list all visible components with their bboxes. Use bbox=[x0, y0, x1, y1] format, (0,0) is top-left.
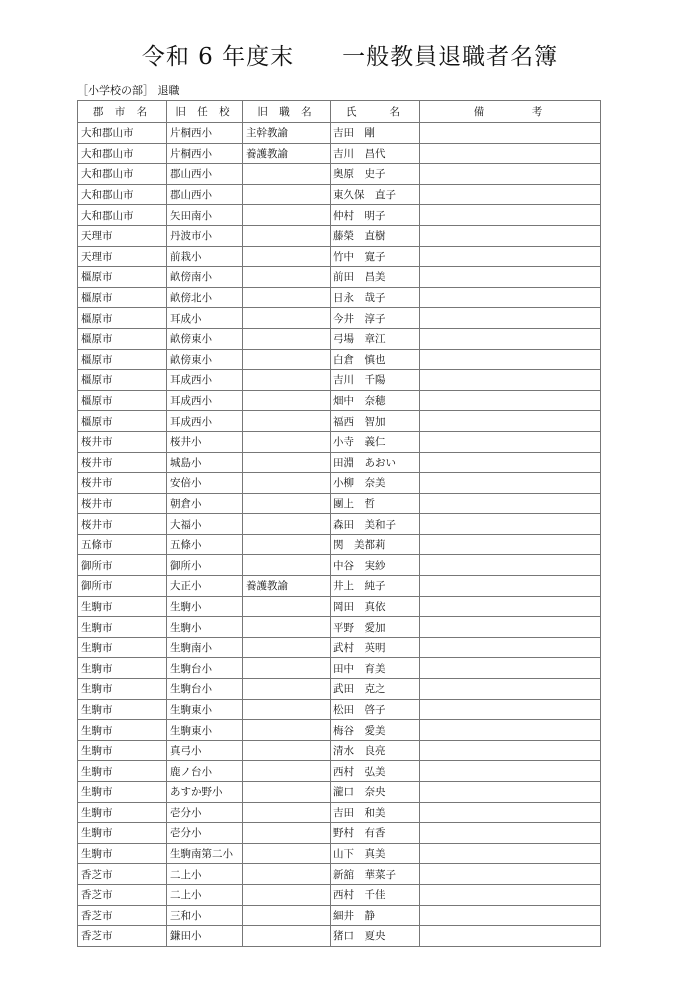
cell-school: 片桐西小 bbox=[167, 143, 243, 164]
cell-city: 香芝市 bbox=[78, 864, 167, 885]
cell-school: 畝傍北小 bbox=[167, 287, 243, 308]
cell-note bbox=[420, 287, 601, 308]
cell-school: 大正小 bbox=[167, 576, 243, 597]
cell-city: 桜井市 bbox=[78, 452, 167, 473]
cell-school: 壱分小 bbox=[167, 823, 243, 844]
cell-note bbox=[420, 699, 601, 720]
table-row bbox=[78, 431, 601, 452]
cell-name: 白倉 慎也 bbox=[331, 349, 420, 370]
cell-name: 中谷 実紗 bbox=[331, 555, 420, 576]
cell-note bbox=[420, 308, 601, 329]
cell-school: 三和小 bbox=[167, 905, 243, 926]
cell-city: 生駒市 bbox=[78, 720, 167, 741]
cell-name: 小寺 義仁 bbox=[331, 431, 420, 452]
cell-note bbox=[420, 493, 601, 514]
cell-position bbox=[243, 514, 331, 535]
cell-name: 仲村 明子 bbox=[331, 205, 420, 226]
cell-position bbox=[243, 720, 331, 741]
cell-school: 城島小 bbox=[167, 452, 243, 473]
cell-position bbox=[243, 802, 331, 823]
cell-school: 耳成西小 bbox=[167, 370, 243, 391]
cell-name: 田中 育美 bbox=[331, 658, 420, 679]
cell-note bbox=[420, 164, 601, 185]
cell-note bbox=[420, 720, 601, 741]
table-row bbox=[78, 184, 601, 205]
table-row bbox=[78, 761, 601, 782]
column-header-city: 郡 市 名 bbox=[78, 101, 167, 123]
cell-city: 天理市 bbox=[78, 246, 167, 267]
cell-note bbox=[420, 514, 601, 535]
cell-school: 五條小 bbox=[167, 534, 243, 555]
cell-school: 畝傍東小 bbox=[167, 349, 243, 370]
cell-note bbox=[420, 246, 601, 267]
cell-position bbox=[243, 740, 331, 761]
cell-position bbox=[243, 349, 331, 370]
cell-school: 前栽小 bbox=[167, 246, 243, 267]
cell-school: 耳成小 bbox=[167, 308, 243, 329]
cell-position bbox=[243, 679, 331, 700]
cell-note bbox=[420, 534, 601, 555]
cell-note bbox=[420, 864, 601, 885]
cell-position bbox=[243, 555, 331, 576]
table-row bbox=[78, 884, 601, 905]
cell-position bbox=[243, 431, 331, 452]
table-row bbox=[78, 926, 601, 947]
cell-note bbox=[420, 431, 601, 452]
cell-city: 橿原市 bbox=[78, 349, 167, 370]
table-row bbox=[78, 658, 601, 679]
section-label: ［小学校の部］ 退職 bbox=[77, 84, 180, 97]
cell-city: 生駒市 bbox=[78, 802, 167, 823]
cell-name: 野村 有香 bbox=[331, 823, 420, 844]
cell-note bbox=[420, 576, 601, 597]
cell-name: 武村 英明 bbox=[331, 637, 420, 658]
cell-school: 生駒東小 bbox=[167, 699, 243, 720]
cell-note bbox=[420, 637, 601, 658]
table-row bbox=[78, 205, 601, 226]
table-row bbox=[78, 637, 601, 658]
cell-name: 竹中 寛子 bbox=[331, 246, 420, 267]
cell-city: 大和郡山市 bbox=[78, 184, 167, 205]
cell-position: 主幹教諭 bbox=[243, 123, 331, 144]
cell-city: 橿原市 bbox=[78, 328, 167, 349]
cell-city: 生駒市 bbox=[78, 637, 167, 658]
cell-name: 西村 千佳 bbox=[331, 884, 420, 905]
header-row bbox=[78, 101, 601, 123]
table-row bbox=[78, 246, 601, 267]
table-row bbox=[78, 596, 601, 617]
table-row bbox=[78, 534, 601, 555]
cell-name: 前田 昌美 bbox=[331, 267, 420, 288]
cell-school: 郡山西小 bbox=[167, 184, 243, 205]
page-title: 令和 6 年度末 一般教員退職者名簿 bbox=[141, 44, 559, 70]
cell-city: 天理市 bbox=[78, 225, 167, 246]
cell-name: 猪口 夏央 bbox=[331, 926, 420, 947]
cell-city: 香芝市 bbox=[78, 926, 167, 947]
table-row bbox=[78, 493, 601, 514]
cell-city: 御所市 bbox=[78, 576, 167, 597]
table-row bbox=[78, 514, 601, 535]
table-row bbox=[78, 164, 601, 185]
cell-note bbox=[420, 143, 601, 164]
cell-city: 大和郡山市 bbox=[78, 123, 167, 144]
cell-position bbox=[243, 328, 331, 349]
cell-position bbox=[243, 905, 331, 926]
cell-city: 橿原市 bbox=[78, 411, 167, 432]
cell-city: 生駒市 bbox=[78, 761, 167, 782]
cell-note bbox=[420, 328, 601, 349]
cell-position bbox=[243, 390, 331, 411]
cell-position bbox=[243, 225, 331, 246]
cell-city: 生駒市 bbox=[78, 740, 167, 761]
cell-note bbox=[420, 843, 601, 864]
table-row bbox=[78, 452, 601, 473]
cell-position bbox=[243, 761, 331, 782]
cell-note bbox=[420, 905, 601, 926]
column-header-position: 旧 職 名 bbox=[243, 101, 331, 123]
cell-city: 大和郡山市 bbox=[78, 164, 167, 185]
cell-name: 瀧口 奈央 bbox=[331, 782, 420, 803]
cell-school: 真弓小 bbox=[167, 740, 243, 761]
table-row bbox=[78, 390, 601, 411]
table-row bbox=[78, 123, 601, 144]
cell-school: 桜井小 bbox=[167, 431, 243, 452]
cell-note bbox=[420, 679, 601, 700]
table-row bbox=[78, 823, 601, 844]
cell-position bbox=[243, 452, 331, 473]
cell-school: 耳成西小 bbox=[167, 411, 243, 432]
cell-position: 養護教諭 bbox=[243, 576, 331, 597]
cell-school: 安倍小 bbox=[167, 473, 243, 494]
table-body bbox=[78, 123, 601, 947]
cell-position bbox=[243, 617, 331, 638]
table-row bbox=[78, 143, 601, 164]
cell-note bbox=[420, 452, 601, 473]
cell-school: 生駒台小 bbox=[167, 658, 243, 679]
cell-school: 二上小 bbox=[167, 864, 243, 885]
cell-position bbox=[243, 267, 331, 288]
cell-name: 武田 克之 bbox=[331, 679, 420, 700]
cell-school: 丹波市小 bbox=[167, 225, 243, 246]
cell-city: 生駒市 bbox=[78, 617, 167, 638]
cell-position bbox=[243, 699, 331, 720]
table-row bbox=[78, 617, 601, 638]
cell-city: 橿原市 bbox=[78, 390, 167, 411]
cell-city: 桜井市 bbox=[78, 431, 167, 452]
cell-city: 生駒市 bbox=[78, 823, 167, 844]
cell-city: 生駒市 bbox=[78, 679, 167, 700]
cell-position bbox=[243, 246, 331, 267]
cell-name: 岡田 真依 bbox=[331, 596, 420, 617]
cell-name: 田淵 あおい bbox=[331, 452, 420, 473]
cell-name: 團上 哲 bbox=[331, 493, 420, 514]
column-header-note: 備 考 bbox=[420, 101, 601, 123]
cell-school: 畝傍南小 bbox=[167, 267, 243, 288]
table-row bbox=[78, 328, 601, 349]
cell-name: 日永 哉子 bbox=[331, 287, 420, 308]
cell-note bbox=[420, 617, 601, 638]
table-header bbox=[78, 101, 601, 123]
cell-name: 吉川 千陽 bbox=[331, 370, 420, 391]
cell-city: 橿原市 bbox=[78, 370, 167, 391]
cell-city: 香芝市 bbox=[78, 884, 167, 905]
cell-school: 朝倉小 bbox=[167, 493, 243, 514]
table-row bbox=[78, 720, 601, 741]
cell-school: 矢田南小 bbox=[167, 205, 243, 226]
cell-city: 大和郡山市 bbox=[78, 143, 167, 164]
cell-city: 香芝市 bbox=[78, 905, 167, 926]
cell-note bbox=[420, 370, 601, 391]
cell-name: 西村 弘美 bbox=[331, 761, 420, 782]
cell-name: 畑中 奈穂 bbox=[331, 390, 420, 411]
cell-name: 山下 真美 bbox=[331, 843, 420, 864]
cell-position bbox=[243, 782, 331, 803]
cell-school: 生駒東小 bbox=[167, 720, 243, 741]
cell-name: 吉田 剛 bbox=[331, 123, 420, 144]
cell-school: 生駒台小 bbox=[167, 679, 243, 700]
cell-note bbox=[420, 184, 601, 205]
cell-name: 吉川 昌代 bbox=[331, 143, 420, 164]
cell-name: 新舘 華菜子 bbox=[331, 864, 420, 885]
cell-note bbox=[420, 761, 601, 782]
cell-position bbox=[243, 164, 331, 185]
cell-name: 梅谷 愛美 bbox=[331, 720, 420, 741]
cell-city: 生駒市 bbox=[78, 843, 167, 864]
table-row bbox=[78, 782, 601, 803]
cell-school: 生駒南小 bbox=[167, 637, 243, 658]
cell-note bbox=[420, 658, 601, 679]
cell-school: 耳成西小 bbox=[167, 390, 243, 411]
cell-name: 弓場 章江 bbox=[331, 328, 420, 349]
cell-school: 二上小 bbox=[167, 884, 243, 905]
cell-position bbox=[243, 637, 331, 658]
cell-name: 福西 智加 bbox=[331, 411, 420, 432]
cell-note bbox=[420, 411, 601, 432]
cell-school: 畝傍東小 bbox=[167, 328, 243, 349]
cell-school: 御所小 bbox=[167, 555, 243, 576]
cell-name: 松田 啓子 bbox=[331, 699, 420, 720]
table-row bbox=[78, 699, 601, 720]
table-row bbox=[78, 576, 601, 597]
cell-name: 東久保 直子 bbox=[331, 184, 420, 205]
cell-note bbox=[420, 802, 601, 823]
cell-position bbox=[243, 473, 331, 494]
table-row bbox=[78, 308, 601, 329]
cell-city: 生駒市 bbox=[78, 596, 167, 617]
cell-position bbox=[243, 493, 331, 514]
cell-school: 壱分小 bbox=[167, 802, 243, 823]
table-row bbox=[78, 740, 601, 761]
cell-school: 生駒小 bbox=[167, 617, 243, 638]
cell-position bbox=[243, 823, 331, 844]
cell-school: 大福小 bbox=[167, 514, 243, 535]
column-header-name: 氏 名 bbox=[331, 101, 420, 123]
table-row bbox=[78, 225, 601, 246]
cell-note bbox=[420, 349, 601, 370]
table-row bbox=[78, 555, 601, 576]
cell-position bbox=[243, 658, 331, 679]
cell-note bbox=[420, 205, 601, 226]
cell-position bbox=[243, 308, 331, 329]
cell-position bbox=[243, 843, 331, 864]
cell-school: 片桐西小 bbox=[167, 123, 243, 144]
table-row bbox=[78, 679, 601, 700]
cell-city: 五條市 bbox=[78, 534, 167, 555]
cell-name: 細井 静 bbox=[331, 905, 420, 926]
table-row bbox=[78, 370, 601, 391]
cell-note bbox=[420, 823, 601, 844]
cell-name: 今井 淳子 bbox=[331, 308, 420, 329]
cell-school: 鎌田小 bbox=[167, 926, 243, 947]
table-row bbox=[78, 905, 601, 926]
cell-note bbox=[420, 926, 601, 947]
cell-position bbox=[243, 184, 331, 205]
cell-city: 橿原市 bbox=[78, 287, 167, 308]
cell-position bbox=[243, 370, 331, 391]
cell-position bbox=[243, 926, 331, 947]
cell-city: 桜井市 bbox=[78, 493, 167, 514]
cell-note bbox=[420, 782, 601, 803]
cell-name: 吉田 和美 bbox=[331, 802, 420, 823]
cell-school: 生駒南第二小 bbox=[167, 843, 243, 864]
table-row bbox=[78, 843, 601, 864]
table-row bbox=[78, 864, 601, 885]
table-row bbox=[78, 802, 601, 823]
cell-school: 郡山西小 bbox=[167, 164, 243, 185]
cell-position bbox=[243, 864, 331, 885]
cell-note bbox=[420, 740, 601, 761]
table-row bbox=[78, 411, 601, 432]
cell-city: 桜井市 bbox=[78, 473, 167, 494]
table-row bbox=[78, 349, 601, 370]
cell-name: 井上 純子 bbox=[331, 576, 420, 597]
cell-position bbox=[243, 411, 331, 432]
cell-note bbox=[420, 596, 601, 617]
cell-position bbox=[243, 596, 331, 617]
table-row bbox=[78, 267, 601, 288]
cell-position: 養護教諭 bbox=[243, 143, 331, 164]
cell-city: 橿原市 bbox=[78, 308, 167, 329]
retiree-table bbox=[77, 100, 601, 947]
column-header-school: 旧 任 校 bbox=[167, 101, 243, 123]
cell-city: 御所市 bbox=[78, 555, 167, 576]
cell-school: 生駒小 bbox=[167, 596, 243, 617]
cell-school: 鹿ノ台小 bbox=[167, 761, 243, 782]
table-row bbox=[78, 473, 601, 494]
cell-note bbox=[420, 267, 601, 288]
cell-position bbox=[243, 287, 331, 308]
cell-school: あすか野小 bbox=[167, 782, 243, 803]
cell-city: 大和郡山市 bbox=[78, 205, 167, 226]
cell-name: 平野 愛加 bbox=[331, 617, 420, 638]
cell-note bbox=[420, 123, 601, 144]
cell-note bbox=[420, 390, 601, 411]
cell-note bbox=[420, 473, 601, 494]
table-row bbox=[78, 287, 601, 308]
cell-note bbox=[420, 884, 601, 905]
cell-name: 清水 良亮 bbox=[331, 740, 420, 761]
cell-note bbox=[420, 555, 601, 576]
cell-name: 関 美都莉 bbox=[331, 534, 420, 555]
cell-city: 生駒市 bbox=[78, 699, 167, 720]
cell-city: 桜井市 bbox=[78, 514, 167, 535]
cell-city: 生駒市 bbox=[78, 658, 167, 679]
cell-name: 奥原 史子 bbox=[331, 164, 420, 185]
cell-name: 小柳 奈美 bbox=[331, 473, 420, 494]
cell-position bbox=[243, 205, 331, 226]
cell-note bbox=[420, 225, 601, 246]
cell-city: 生駒市 bbox=[78, 782, 167, 803]
cell-name: 森田 美和子 bbox=[331, 514, 420, 535]
cell-position bbox=[243, 884, 331, 905]
cell-city: 橿原市 bbox=[78, 267, 167, 288]
cell-name: 藤榮 直樹 bbox=[331, 225, 420, 246]
cell-position bbox=[243, 534, 331, 555]
